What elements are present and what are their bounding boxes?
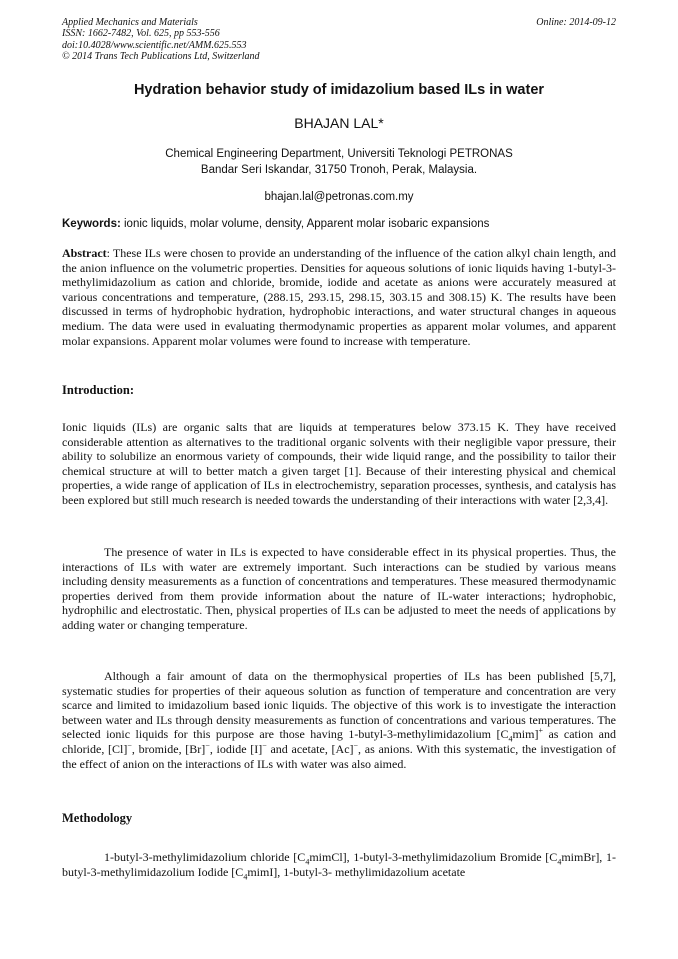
text-run: 1-butyl-3-methylimidazolium chloride [C bbox=[104, 850, 306, 864]
text-run: and acetate, [Ac] bbox=[266, 741, 354, 756]
abstract bbox=[62, 246, 616, 348]
text-run: mim] bbox=[512, 727, 539, 742]
subscript: 4 bbox=[557, 857, 562, 867]
keywords-text: ionic liquids, molar volume, density, Apparent molar isobaric expansions bbox=[120, 218, 490, 230]
superscript: − bbox=[353, 740, 359, 750]
affiliation-line-2: Bandar Seri Iskandar, 31750 Tronoh, Perak, Malaysia. bbox=[200, 163, 478, 176]
keywords bbox=[62, 218, 616, 230]
journal-header bbox=[62, 17, 616, 63]
affiliation bbox=[62, 147, 616, 178]
abstract-text: : These ILs were chosen to provide an understanding of the influence of the cation alkyl chain length, and the anion influence on the volumetric properties. Densities for aqueous solutions of ionic liquids having 1-butyl-3-methylimidazolium as cation and chloride, bromide, iodide and acetate as anions were accurately measured at various concentrations and temperature, (288.15, 293.15, 298.15, 303.15 and 308.15) K. The results have been discussed in terms of hydrophobic hydration, hydrophobic interactions, and water structural changes in aqueous medium. The data were used in evaluating thermodynamic properties as apparent molar volumes, and apparent molar expansions. Apparent molar volumes were found to increase with temperature. bbox=[62, 246, 616, 348]
section-heading-methodology: Methodology bbox=[62, 811, 133, 825]
section-heading-introduction: Introduction: bbox=[62, 383, 135, 397]
journal-doi: doi:10.4028/www.scientific.net/AMM.625.553 bbox=[62, 39, 247, 51]
superscript: − bbox=[205, 740, 210, 750]
intro-paragraph-1: Ionic liquids (ILs) are organic salts that are liquids at temperatures below 373.15 K. They have received considerable attention as alternatives to the traditional organic solvents with their negligible vapor pressure, their ability to solubilize an enormous variety of compounds, their wide liquid range, and the possibility to tailor their chemical structure at will to better match a given target [1]. Because of their interesting physical and chemical properties, a wide range of application of ILs in electrochemistry, separation processes, synthesis, and catalysis has been explored but still much research is needed towards the understanding of their interactions with water [2,3,4]. bbox=[62, 420, 616, 507]
methodology-paragraph bbox=[62, 850, 616, 879]
intro-paragraph-2: The presence of water in ILs is expected to have considerable effect in its physical properties. Thus, the interactions of ILs with water are extremely important. Such interactions can be studied by various means including density measurements as a function of concentrations and temperatures. These measured thermodynamic properties derived from them provide information about the nature of IL-water interactions; hydrophobic, hydrophilic and electrostatic. Then, physical properties of ILs can be adjusted to meet the needs of applications by adding water or changing temperature. bbox=[62, 545, 616, 632]
online-date: Online: 2014-09-12 bbox=[536, 17, 616, 28]
journal-copyright: © 2014 Trans Tech Publications Ltd, Switzerland bbox=[62, 51, 260, 63]
abstract-label: Abstract bbox=[62, 246, 107, 260]
superscript: − bbox=[127, 740, 132, 750]
text-run: , bromide, [Br] bbox=[131, 741, 206, 756]
subscript: 4 bbox=[508, 734, 513, 744]
keywords-label: Keywords: bbox=[62, 218, 121, 230]
author-email: bhajan.lal@petronas.com.my bbox=[264, 191, 414, 203]
subscript: 4 bbox=[243, 871, 248, 881]
affiliation-line-1: Chemical Engineering Department, Universiti Teknologi PETRONAS bbox=[165, 148, 513, 160]
superscript: − bbox=[262, 740, 267, 750]
text-run: Although a fair amount of data on the thermophysical properties of ILs has been published [5,7], systematic studies for properties of their aqueous solution as function of temperature and concentration are very scarce and limited to imidazolium based ionic liquids. The objective of this work is to investigate the interaction between water and ILs through density measurements as function of concentrations and various temperatures. The selected ionic liquids for this purpose are those having 1-butyl-3-methylimidazolium [C bbox=[62, 669, 616, 742]
text-run: , iodide [I] bbox=[209, 741, 263, 756]
journal-name: Applied Mechanics and Materials bbox=[62, 17, 198, 28]
intro-paragraph-3 bbox=[62, 669, 616, 771]
text-run: as cation and chloride, [Cl] bbox=[62, 727, 616, 756]
paper-title: Hydration behavior study of imidazolium based ILs in water bbox=[133, 82, 545, 98]
text-run: mimCl], 1-butyl-3-methylimidazolium Bromide [C bbox=[309, 850, 558, 864]
text-run: mimI], 1-butyl-3- methylimidazolium acetate bbox=[247, 864, 466, 879]
author-name: BHAJAN LAL* bbox=[294, 115, 384, 131]
text-run: , as anions. With this systematic, the investigation of the effect of anion on the interactions of ILs with water was also aimed. bbox=[62, 741, 617, 771]
text-run: mimBr], 1-butyl-3-methylimidazolium Iodide [C bbox=[62, 850, 616, 879]
journal-issn: ISSN: 1662-7482, Vol. 625, pp 553-556 bbox=[62, 28, 220, 40]
subscript: 4 bbox=[305, 857, 310, 867]
superscript: + bbox=[538, 726, 543, 736]
